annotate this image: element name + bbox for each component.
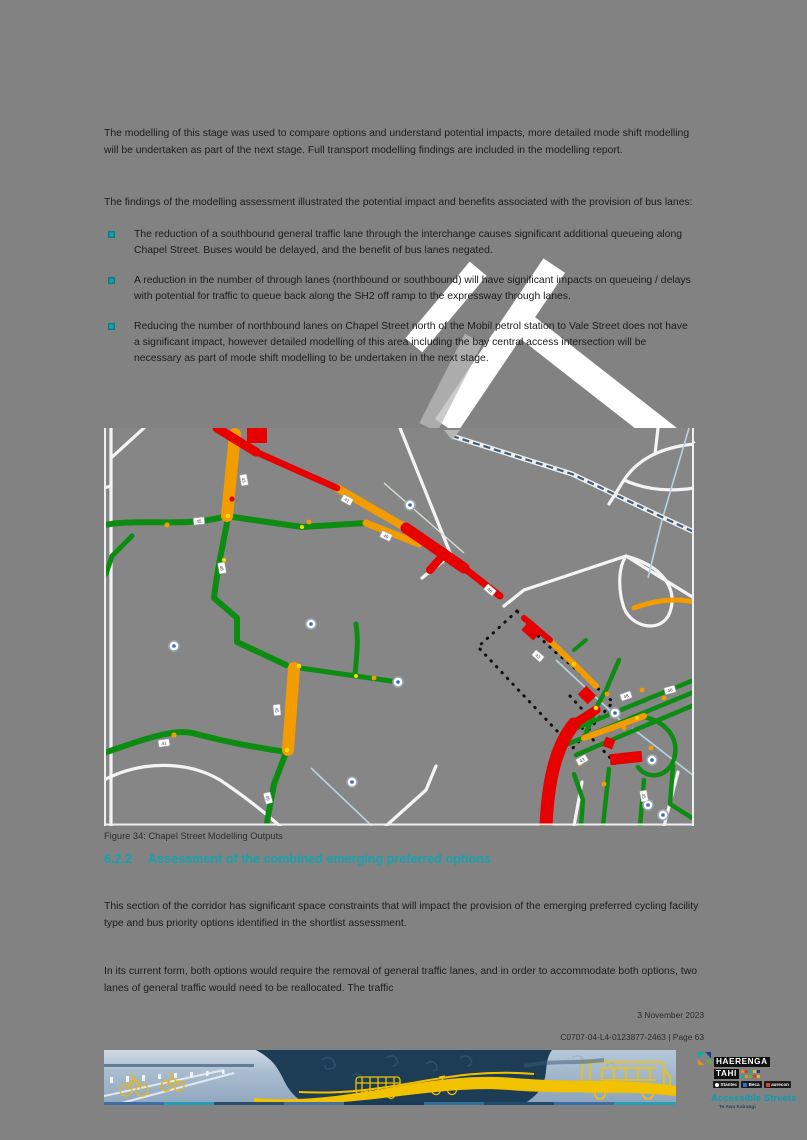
footer-banner [104,1050,676,1105]
haerenga-tahi-logo-icon [697,1051,712,1066]
footer-banner-artwork [104,1050,676,1105]
section-number: 6.2.2 [104,852,133,866]
bullet-square-icon [108,323,115,330]
svg-text:49: 49 [264,795,271,802]
footer-reference: C0707-04-L4-0123877-2463 | Page 63 [560,1032,704,1042]
svg-text:49: 49 [382,532,390,540]
bullet-item [104,319,694,368]
svg-text:43: 43 [534,652,542,660]
partner-aurecon-logo: aurecon [764,1081,791,1088]
bullet-text: A reduction in the number of through lanes (northbound or southbound) will have significant impacts on queueing / delays with potential for traffic to queue back along the SH2 off ramp to the expressway through lanes. [134,274,691,303]
figure-caption: Figure 34: Chapel Street Modelling Outputs [104,831,283,841]
svg-text:41: 41 [161,740,167,747]
section-heading [104,852,491,866]
bullet-item [104,273,694,306]
programme-subtitle: Te Awa Kairangi [719,1105,756,1110]
footer-date: 3 November 2023 [637,1010,704,1020]
svg-text:46: 46 [486,586,494,594]
svg-text:43: 43 [578,756,586,764]
accessible-streets-wordmark: Accessible Streets [711,1093,797,1104]
logo-tahi-label: TAHI [716,1069,737,1078]
bullet-text: The reduction of a southbound general traffic lane through the interchange causes significant additional queueing along Chapel Street. Buses would be delayed, and the benefit of bus lanes negated. [134,229,683,257]
partner-stantec-logo: Stantec [713,1081,739,1088]
paragraph-current-form: In its current form, both options would require the removal of general traffic lanes, and in order to accommodate both options, two lanes of general traffic would need to be reallocated. The traffic [104,966,697,994]
svg-text:41: 41 [343,496,351,504]
programme-logo-block [697,1051,803,1110]
stantec-mark-icon [715,1083,719,1087]
bullet-square-icon [108,277,115,284]
bullet-text: Reducing the number of northbound lanes on Chapel Street north of the Mobil petrol station to Vale Street does not have a significant impact, however detailed modelling of this area including the bay central access intersection will be necessary as part of mode shift modelling to be undertaken in the next stage. [134,320,688,365]
svg-text:48: 48 [218,565,225,571]
paragraph-findings-intro: The findings of the modelling assessment illustrated the potential impact and benefits associated with the provision of bus lanes: [104,197,693,209]
bullet-square-icon [108,231,115,238]
paragraph-modelling-intro: The modelling of this stage was used to compare options and understand potential impacts, more detailed mode shift modelling will be undertaken as part of the next stage. Full transport modelling findings are included in the modelling report. [104,128,690,156]
partner-logos [713,1081,803,1088]
chapel-street-modelling-map [104,428,694,826]
svg-text:45: 45 [196,518,202,525]
logo-haerenga-label: HAERENGA [716,1057,768,1066]
bullet-item [104,227,694,260]
svg-text:45: 45 [273,707,280,713]
partner-beca-logo: Beca [741,1081,761,1088]
svg-text:48: 48 [622,693,630,700]
section-title: Assessment of the combined emerging preferred options [148,852,491,866]
svg-text:45: 45 [640,793,647,799]
bullet-list [104,227,694,381]
modelling-map-figure [104,428,694,826]
svg-text:46: 46 [667,687,674,694]
aurecon-mark-icon [766,1083,770,1087]
beca-mark-icon [743,1083,747,1087]
svg-text:43: 43 [240,477,247,483]
logo-mosaic-icon [741,1070,761,1079]
paragraph-corridor-constraints: This section of the corridor has significant space constraints that will impact the provision of the emerging preferred cycling facility type and bus priority options identified in the shortlist assessment. [104,901,699,929]
banner-bottom-strip [104,1102,676,1105]
